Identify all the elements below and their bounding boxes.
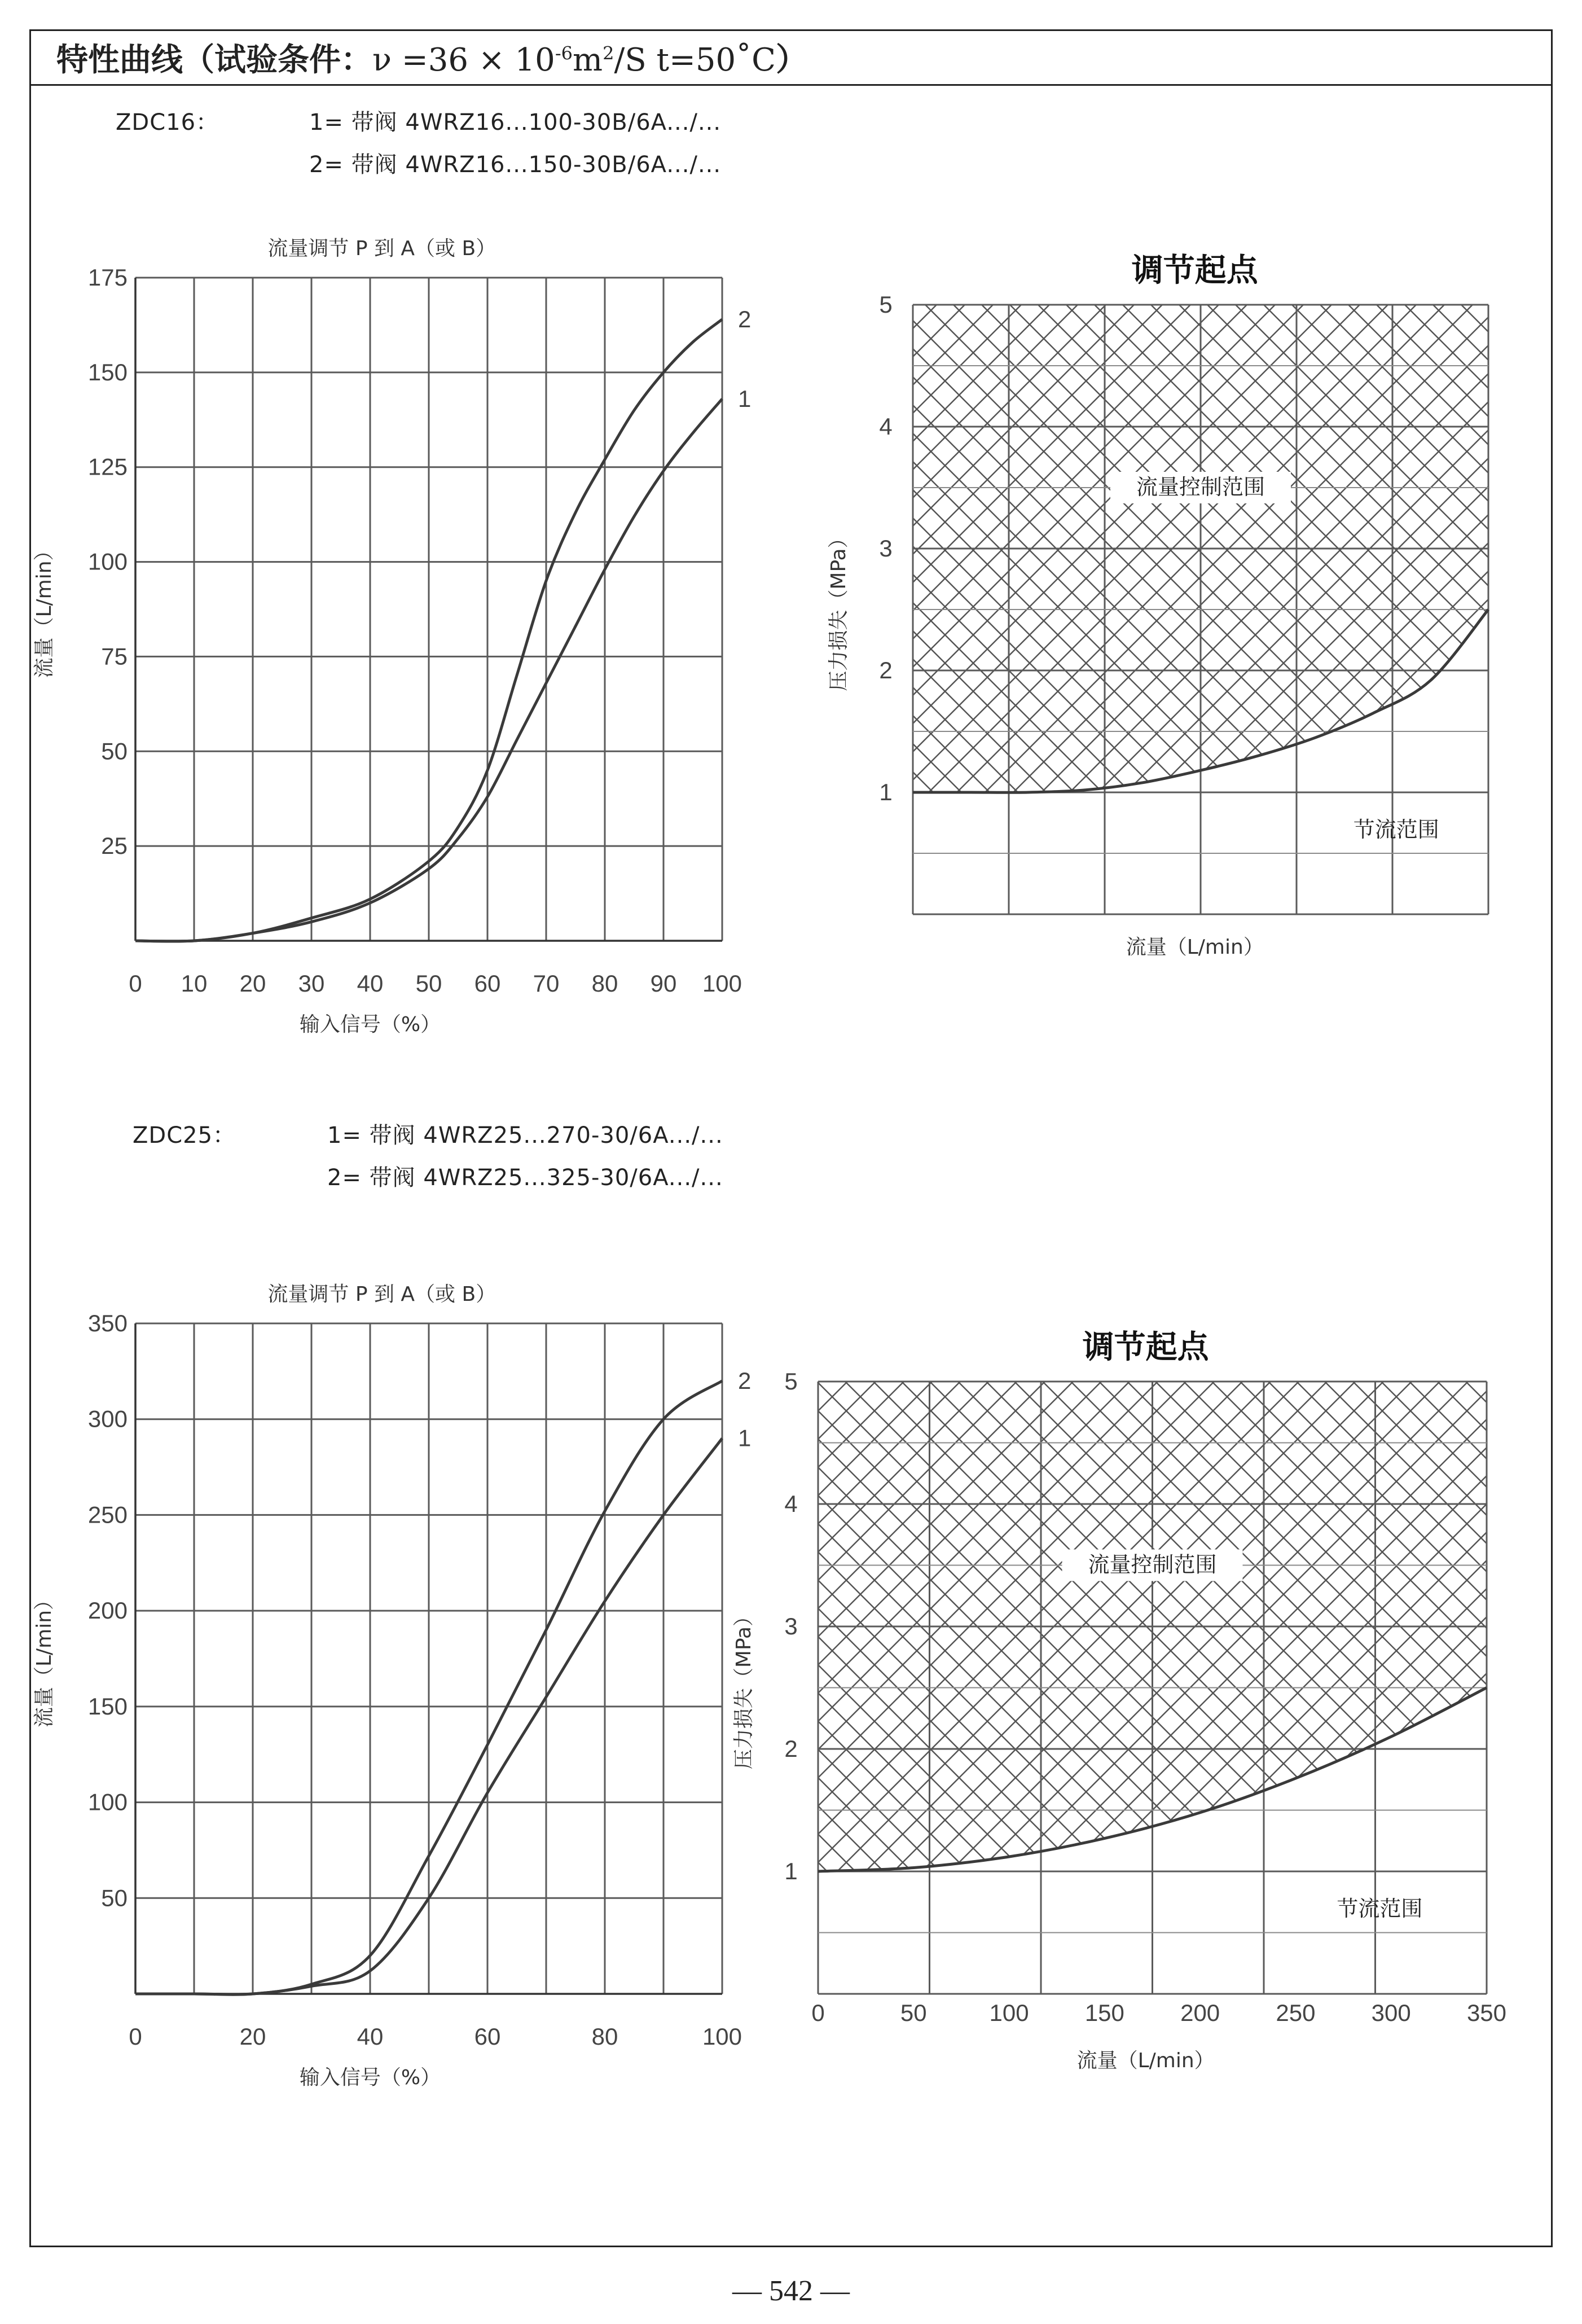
- chart-title: 调节起点: [1131, 252, 1258, 289]
- y-axis-label: 流量（L/min）: [33, 1589, 56, 1728]
- x-tick-label: 80: [591, 970, 618, 997]
- y-tick-label: 175: [87, 264, 128, 291]
- x-tick-label: 60: [474, 970, 501, 997]
- y-tick-label: 125: [87, 453, 128, 480]
- y-tick-label: 75: [101, 643, 128, 670]
- x-tick-label: 30: [298, 970, 325, 997]
- x-tick-label: 20: [239, 2023, 266, 2050]
- y-tick-label: 50: [101, 1884, 128, 1911]
- x-tick-label: 10: [181, 970, 208, 997]
- y-tick-label: 2: [784, 1735, 798, 1762]
- x-tick-label: 50: [415, 970, 442, 997]
- y-axis-label: 压力损失（MPa）: [732, 1606, 755, 1770]
- y-tick-label: 1: [784, 1858, 798, 1884]
- y-axis-label: 流量（L/min）: [33, 540, 56, 678]
- x-tick-label: 150: [1084, 1999, 1124, 2026]
- y-tick-label: 150: [87, 358, 128, 385]
- section-model-zdc16: ZDC16：: [116, 109, 219, 135]
- x-tick-label: 100: [702, 2023, 742, 2050]
- x-tick-label: 100: [702, 970, 742, 997]
- y-tick-label: 5: [784, 1368, 798, 1395]
- y-tick-label: 150: [87, 1692, 128, 1720]
- section-line1-zdc25: 1= 带阀 4WRZ25...270-30/6A.../...: [327, 1122, 723, 1148]
- x-axis-label: 输入信号（%）: [299, 2066, 441, 2089]
- y-tick-label: 3: [784, 1613, 798, 1639]
- x-tick-label: 40: [357, 970, 384, 997]
- x-tick-label: 250: [1276, 1999, 1316, 2026]
- y-tick-label: 2: [879, 657, 893, 683]
- x-tick-label: 70: [533, 970, 560, 997]
- y-tick-label: 3: [879, 535, 893, 562]
- y-tick-label: 100: [87, 1788, 128, 1816]
- section-model-zdc25: ZDC25：: [133, 1122, 236, 1148]
- y-tick-label: 5: [879, 291, 893, 318]
- region-label-throttle: 节流范围: [1337, 1896, 1423, 1922]
- region-label-throttle: 节流范围: [1353, 817, 1439, 842]
- y-tick-label: 4: [784, 1490, 798, 1517]
- x-tick-label: 100: [989, 1999, 1029, 2026]
- x-tick-label: 20: [239, 970, 266, 997]
- x-tick-label: 300: [1371, 1999, 1411, 2026]
- series-label-1: 1: [738, 1424, 752, 1452]
- y-tick-label: 250: [87, 1501, 128, 1528]
- series-label-2: 2: [738, 305, 752, 332]
- y-tick-label: 50: [101, 738, 128, 765]
- region-label-flow-control: 流量控制范围: [1088, 1552, 1217, 1577]
- y-axis-label: 压力损失（MPa）: [827, 528, 850, 691]
- chart-title: 流量调节 P 到 A（或 B）: [267, 237, 496, 260]
- x-axis-label: 输入信号（%）: [299, 1013, 441, 1036]
- x-tick-label: 80: [591, 2023, 618, 2050]
- section-line1-zdc16: 1= 带阀 4WRZ16...100-30B/6A.../...: [309, 109, 722, 135]
- chart-title: 流量调节 P 到 A（或 B）: [267, 1283, 496, 1306]
- x-tick-label: 50: [900, 1999, 927, 2026]
- y-tick-label: 1: [879, 779, 893, 805]
- page-title: 特性曲线（试验条件：$\nu =36 \times 10^{-6}m^2/S$ t=50˚C）: [56, 42, 808, 78]
- y-tick-label: 350: [87, 1310, 128, 1336]
- series-label-2: 2: [738, 1367, 752, 1394]
- x-axis-label: 流量（L/min）: [1076, 2049, 1215, 2072]
- x-axis-label: 流量（L/min）: [1126, 936, 1264, 959]
- series-label-1: 1: [738, 385, 752, 412]
- section-line2-zdc16: 2= 带阀 4WRZ16...150-30B/6A.../...: [309, 152, 722, 178]
- chart-title: 调节起点: [1082, 1329, 1209, 1366]
- y-tick-label: 300: [87, 1405, 128, 1432]
- y-tick-label: 200: [87, 1597, 128, 1624]
- x-tick-label: 0: [811, 1999, 825, 2026]
- x-tick-label: 0: [129, 2023, 142, 2050]
- x-tick-label: 90: [650, 970, 677, 997]
- x-tick-label: 60: [474, 2023, 501, 2050]
- y-tick-label: 100: [87, 548, 128, 575]
- y-tick-label: 4: [879, 413, 893, 440]
- y-tick-label: 25: [101, 832, 128, 860]
- x-tick-label: 0: [129, 970, 142, 997]
- section-line2-zdc25: 2= 带阀 4WRZ25...325-30/6A.../...: [327, 1165, 723, 1191]
- x-tick-label: 350: [1466, 1999, 1507, 2026]
- x-tick-label: 40: [357, 2023, 384, 2050]
- page-number: — 542 —: [732, 2275, 850, 2307]
- region-label-flow-control: 流量控制范围: [1136, 475, 1265, 499]
- x-tick-label: 200: [1180, 1999, 1220, 2026]
